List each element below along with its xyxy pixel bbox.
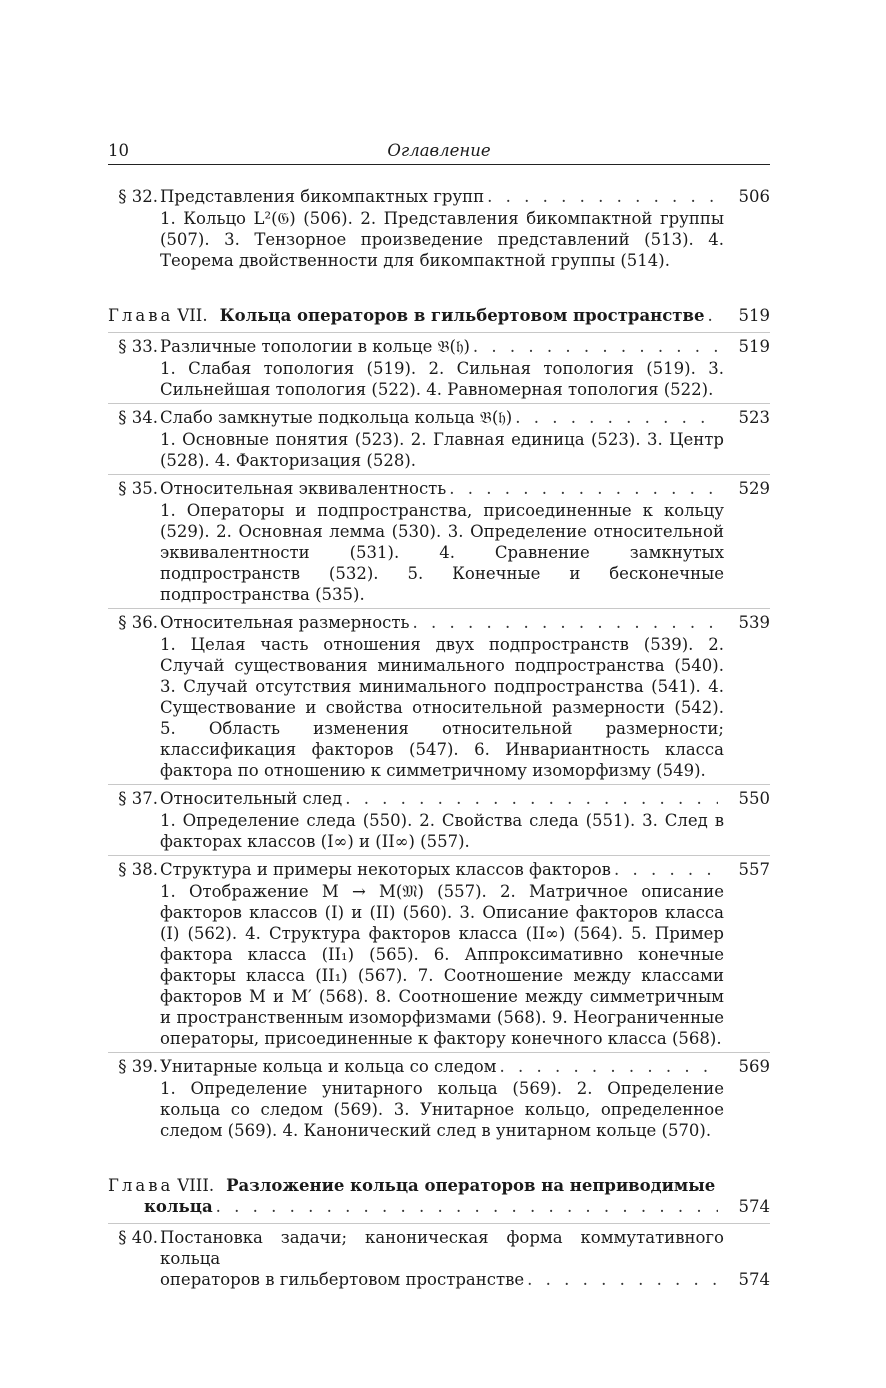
section-title-line2: операторов в гильбертовом пространстве [160,1270,525,1289]
section-title: Слабо замкнутые подкольца кольца 𝔅(𝔥) [160,408,513,427]
section-page: 519 [738,337,770,356]
page [108,140,770,1293]
section-number: § 35. [118,479,158,498]
section-title: Унитарные кольца и кольца со следом [160,1057,497,1076]
toc-section-37[interactable] [108,784,770,852]
section-subtopics: 1. Слабая топология (519). 2. Сильная топология (519). 3. Сильнейшая топология (522). 4. Равномерная топология (522). [160,359,724,399]
section-title-line1: Постановка задачи; каноническая форма коммутативного кольца [160,1228,724,1268]
section-number: § 39. [118,1057,158,1076]
section-number: § 40. [118,1228,158,1247]
leader-dots [515,407,718,428]
leader-dots [449,478,718,499]
leader-dots [499,1056,718,1077]
section-page: 569 [738,1057,770,1076]
section-subtopics: 1. Целая часть отношения двух подпространств (539). 2. Случай существования минимального подпространства (540). 3. Случай отсутствия минимального подпространства (541). 4. Существование и свойства относительной размерности (542). 5. Область изменения относительной размерности; классификация факторов (547). 6. Инвариантность класса фактора по отношению к симметричному изоморфизму (549). [160,635,724,780]
leader-dots [487,186,718,207]
toc-section-35[interactable] [108,474,770,605]
leader-dots [527,1269,718,1290]
section-page: 574 [738,1270,770,1289]
section-page: 506 [738,187,770,206]
chapter-title-line2: кольца [144,1197,213,1216]
leader-dots [614,859,718,880]
toc-section-36[interactable] [108,608,770,781]
running-head [108,140,770,165]
section-number: § 33. [118,337,158,356]
leader-dots [216,1196,718,1217]
section-title: Различные топологии в кольце 𝔅(𝔥) [160,337,470,356]
leader-dots [413,612,718,633]
toc [108,183,770,1290]
leader-dots [345,788,718,809]
toc-section-33[interactable] [108,332,770,400]
toc-section-40[interactable] [108,1223,770,1290]
section-subtopics: 1. Операторы и подпространства, присоединенные к кольцу (529). 2. Основная лемма (530). 3. Определение относительной эквивалентности (531). 4. Сравнение замкнутых подпространств (532). 5. Конечные и бесконечные подпространства (535). [160,501,724,604]
chapter-word: Глава [108,1176,174,1195]
toc-chapter-8[interactable] [108,1175,770,1217]
section-number: § 32. [118,187,158,206]
section-title: Относительная эквивалентность [160,479,447,498]
section-page: 539 [738,613,770,632]
page-number: 10 [108,141,129,160]
section-page: 550 [738,789,770,808]
toc-section-38[interactable] [108,855,770,1049]
chapter-word: Глава [108,306,174,325]
chapter-number: VII. [177,306,208,325]
section-subtopics: 1. Определение унитарного кольца (569). 2. Определение кольца со следом (569). 3. Унитарное кольцо, определенное следом (569). 4. Канонический след в унитарном кольце (570). [160,1079,724,1140]
section-number: § 34. [118,408,158,427]
chapter-page: 519 [738,306,770,325]
leader-dots [707,305,718,326]
toc-section-34[interactable] [108,403,770,471]
section-number: § 37. [118,789,158,808]
toc-section-32[interactable] [108,183,770,271]
chapter-page: 574 [738,1197,770,1216]
section-subtopics: 1. Основные понятия (523). 2. Главная единица (523). 3. Центр (528). 4. Факторизация (528). [160,430,724,470]
leader-dots [473,336,718,357]
section-page: 529 [738,479,770,498]
toc-chapter-7[interactable] [108,305,770,326]
chapter-title: Кольца операторов в гильбертовом пространстве [219,306,705,325]
toc-section-39[interactable] [108,1052,770,1141]
section-title: Структура и примеры некоторых классов факторов [160,860,611,879]
section-title: Относительный след [160,789,343,808]
section-title: Представления бикомпактных групп [160,187,485,206]
section-title: Относительная размерность [160,613,410,632]
chapter-number: VIII. [177,1176,215,1195]
chapter-title-line1: Разложение кольца операторов на неприводимые [226,1176,716,1195]
section-number: § 38. [118,860,158,879]
section-page: 523 [738,408,770,427]
section-subtopics: 1. Отображение M → M(𝔐) (557). 2. Матричное описание факторов классов (I) и (II) (560). 3. Описание факторов класса (I) (562). 4. Структура факторов класса (II∞) (564). 5. Пример фактора класса (II₁) (565). 6. Аппроксимативно конечные факторы класса (II₁) (567). 7. Соотношение между классами факторов M и M′ (568). 8. Соотношение между симметричным и пространственным изоморфизмами (568). 9. Неограниченные операторы, присоединенные к фактору конечного класса (568). [160,882,724,1048]
running-title: Оглавление [387,141,491,160]
section-page: 557 [738,860,770,879]
section-subtopics: 1. Кольцо L²(𝔊) (506). 2. Представления бикомпактной группы (507). 3. Тензорное произведение представлений (513). 4. Теорема двойственности для бикомпактной группы (514). [160,209,724,270]
section-number: § 36. [118,613,158,632]
section-subtopics: 1. Определение следа (550). 2. Свойства следа (551). 3. След в факторах классов (I∞) и (II∞) (557). [160,811,724,851]
